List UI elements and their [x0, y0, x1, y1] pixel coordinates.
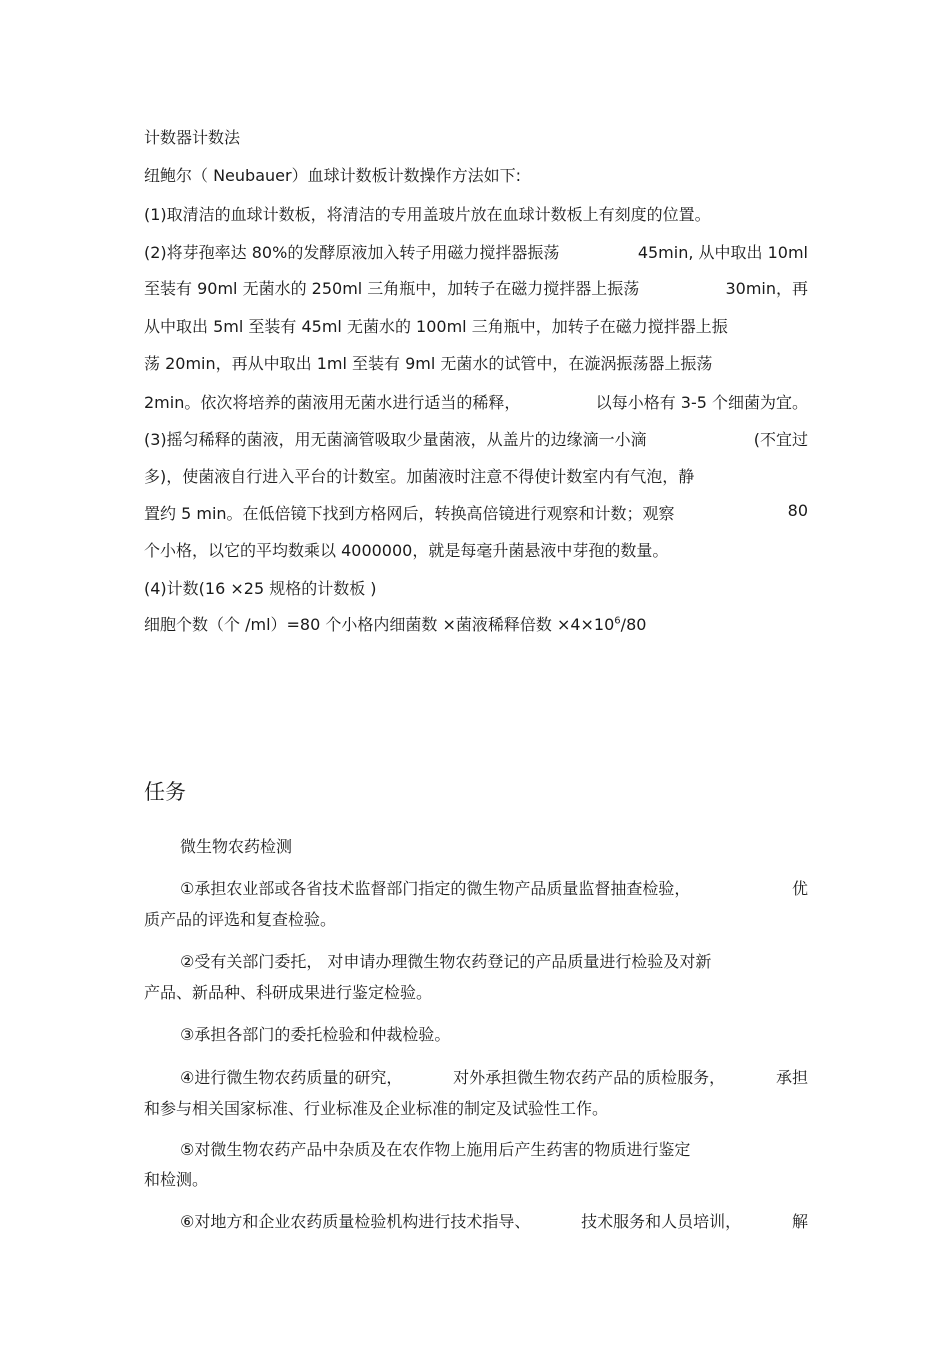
task-item-6-line-1: ⑥对地方和企业农药质量检验机构进行技术指导、 技术服务和人员培训， 解	[180, 1212, 808, 1231]
step-3-line-1: (3)摇匀稀释的菌液，用无菌滴管吸取少量菌液，从盖片的边缘滴一小滴 (不宜过	[144, 430, 808, 449]
step-2-line-3: 从中取出 5ml 至装有 45ml 无菌水的 100ml 三角瓶中，加转子在磁力搅拌器上振	[144, 317, 728, 336]
task-item-1-line-1: ①承担农业部或各省技术监督部门指定的微生物产品质量监督抽查检验， 优	[180, 879, 808, 898]
task-item-4-line-1: ④进行微生物农药质量的研究， 对外承担微生物农药产品的质检服务， 承担	[180, 1068, 808, 1087]
task-item-1-line-2: 质产品的评选和复查检验。	[144, 910, 337, 929]
step-4: (4)计数(16 ×25 规格的计数板 )	[144, 579, 377, 598]
formula: 细胞个数（个 /ml）=80 个小格内细菌数 ×菌液稀释倍数 $\times 4\times 10^6/80$	[144, 615, 647, 634]
step-1: (1)取清洁的血球计数板，将清洁的专用盖玻片放在血球计数板上有刻度的位置。	[144, 205, 711, 224]
step-2-line-5: 2min。依次将培养的菌液用无菌水进行适当的稀释， 以每小格有 3-5 个细菌为宜。	[144, 393, 808, 412]
step-2-line-2: 至装有 90ml 无菌水的 250ml 三角瓶中，加转子在磁力搅拌器上振荡 30min，再	[144, 279, 808, 298]
task-item-2-line-1: ②受有关部门委托， 对申请办理微生物农药登记的产品质量进行检验及对新	[180, 952, 712, 971]
task-item-4-line-2: 和参与相关国家标准、行业标准及企业标准的制定及试验性工作。	[144, 1099, 609, 1118]
task-item-2-line-2: 产品、新品种、科研成果进行鉴定检验。	[144, 983, 433, 1002]
step-2-line-1: (2)将芽孢率达 80%的发酵原液加入转子用磁力搅拌器振荡 45min, 从中取出 10ml	[144, 243, 808, 262]
step-3-line-4: 个小格，以它的平均数乘以 4000000，就是每毫升菌悬液中芽孢的数量。	[144, 541, 669, 560]
task-heading: 任务	[144, 780, 186, 804]
method-title: 计数器计数法	[144, 128, 241, 147]
task-subtitle: 微生物农药检测	[180, 837, 293, 856]
step-2-line-4: 荡 20min，再从中取出 1ml 至装有 9ml 无菌水的试管中，在漩涡振荡器上振荡	[144, 354, 713, 373]
step-3-line-2: 多)，使菌液自行进入平台的计数室。加菌液时注意不得使计数室内有气泡，静	[144, 467, 695, 486]
step-3-line-3: 置约 5 min。在低倍镜下找到方格网后，转换高倍镜进行观察和计数；观察 80	[144, 501, 808, 523]
task-item-5-line-1: ⑤对微生物农药产品中杂质及在农作物上施用后产生药害的物质进行鉴定	[180, 1140, 691, 1159]
task-item-3: ③承担各部门的委托检验和仲裁检验。	[180, 1025, 451, 1044]
method-intro: 纽鲍尔（ Neubauer）血球计数板计数操作方法如下:	[144, 166, 521, 185]
task-item-5-line-2: 和检测。	[144, 1170, 209, 1189]
